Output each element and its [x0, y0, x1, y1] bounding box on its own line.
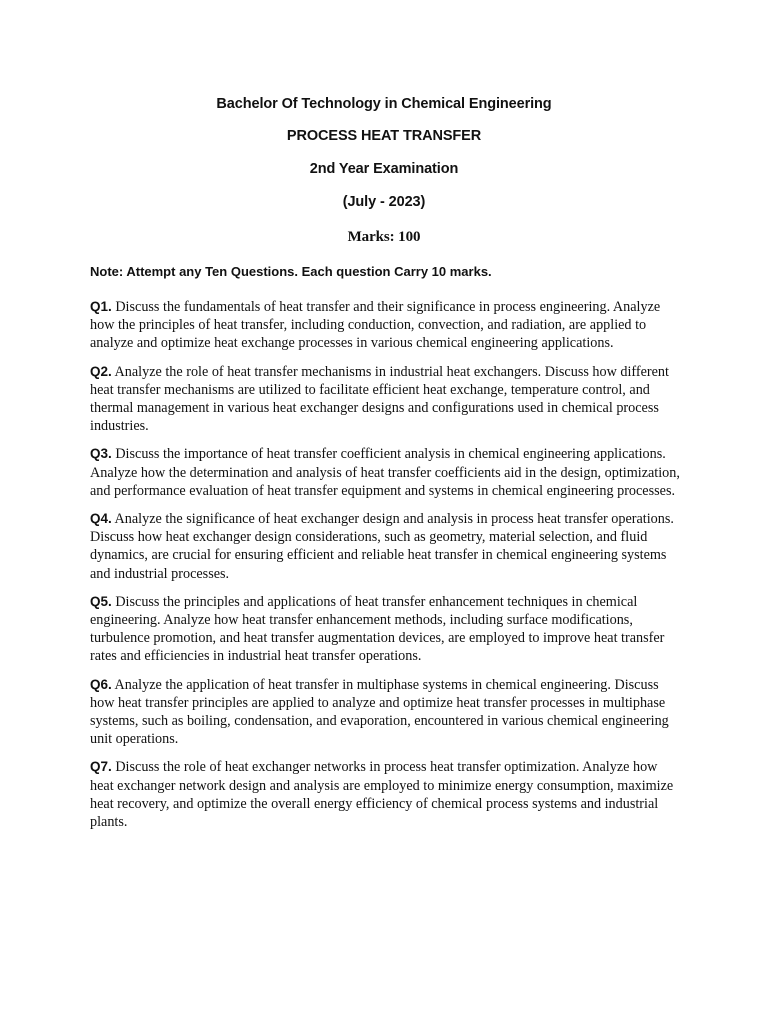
question-text: Analyze the role of heat transfer mechanisms in industrial heat exchangers. Discuss how different heat transfer mechanisms are utilized to facilitate efficient heat exchange, temperature control, and thermal management in various heat exchanger designs and configurations used in chemical process industries.	[90, 363, 669, 435]
question-text: Analyze the application of heat transfer in multiphase systems in chemical engineering. Discuss how heat transfer principles are applied to analyze and optimize heat transfer processes in multiphase systems, such as boiling, condensation, and evaporation, encountered in various chemical engineering unit operations.	[90, 676, 669, 748]
question-list	[90, 298, 680, 841]
question-text: Discuss the fundamentals of heat transfer and their significance in process engineering. Analyze how the principles of heat transfer, including conduction, convection, and radiation, are applied to analyze and optimize heat exchange processes in various chemical engineering applications.	[90, 299, 661, 352]
question-label: Q6.	[90, 676, 112, 692]
question-label: Q5.	[90, 593, 112, 609]
instructions-note: Note: Attempt any Ten Questions. Each question Carry 10 marks.	[90, 264, 492, 279]
question-3	[90, 445, 680, 500]
question-6	[90, 676, 680, 749]
subject-title: PROCESS HEAT TRANSFER	[286, 128, 482, 144]
question-5	[90, 593, 680, 666]
question-4	[90, 510, 680, 583]
question-label: Q3.	[90, 446, 112, 462]
question-label: Q1.	[90, 299, 112, 314]
total-marks: Marks: 100	[347, 229, 421, 245]
question-label: Q4.	[90, 511, 112, 527]
question-1	[90, 298, 680, 353]
exam-session: (July - 2023)	[342, 194, 426, 210]
question-label: Q7.	[90, 759, 112, 775]
question-text: Discuss the importance of heat transfer coefficient analysis in chemical engineering applications. Analyze how the determination and analysis of heat transfer coefficients aid in the design, optimization, and performance evaluation of heat transfer equipment and systems in chemical engineering processes.	[90, 446, 680, 499]
question-text: Analyze the significance of heat exchanger design and analysis in process heat transfer operations. Discuss how heat exchanger design considerations, such as geometry, material selection, and fluid dynamics, are crucial for ensuring efficient and reliable heat transfer in chemical engineering systems and industrial processes.	[90, 511, 674, 582]
question-2	[90, 363, 680, 436]
question-7	[90, 758, 680, 831]
question-text: Discuss the role of heat exchanger networks in process heat transfer optimization. Analyze how heat exchanger network design and analysis are employed to minimize energy consumption, maximize heat recovery, and optimize the overall energy efficiency of chemical process systems and industrial plants.	[90, 759, 674, 831]
exam-year: 2nd Year Examination	[309, 161, 459, 177]
question-label: Q2.	[90, 363, 112, 379]
degree-title: Bachelor Of Technology in Chemical Engineering	[216, 96, 552, 112]
question-text: Discuss the principles and applications of heat transfer enhancement techniques in chemical engineering. Analyze how heat transfer enhancement methods, including surface modifications, turbulence promotion, and heat transfer augmentation devices, are employed to improve heat transfer rates and efficiencies in industrial heat transfer operations.	[90, 593, 665, 665]
